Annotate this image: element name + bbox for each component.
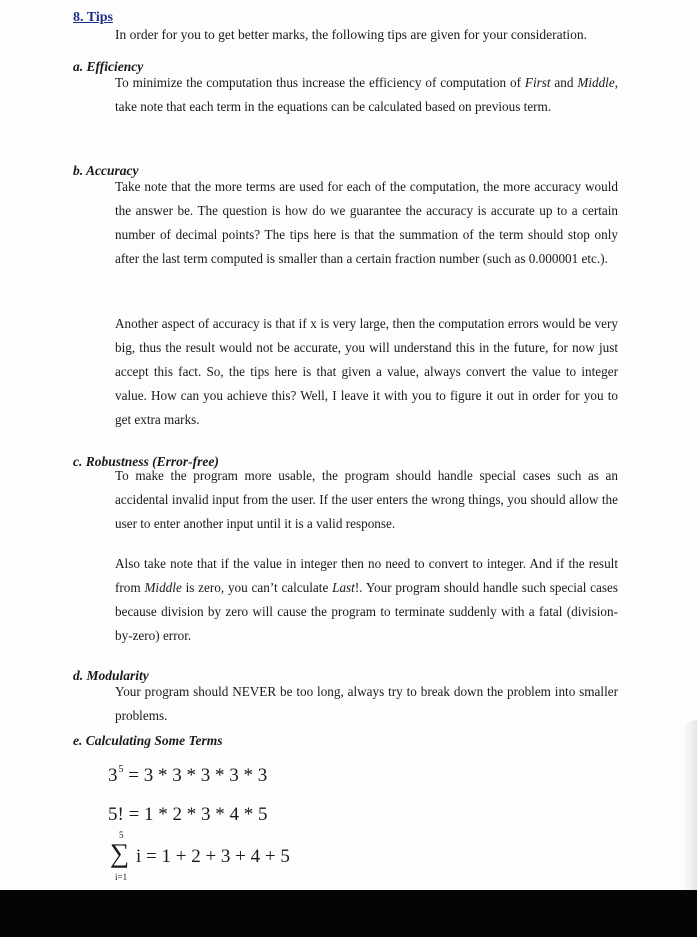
accuracy-paragraph-1: Take note that the more terms are used for each of the computation, the more accuracy would the answer be. The question is how do we guarantee the accuracy is accurate up to a certain number of decimal points? The tips here is that the summation of the term should stop only after the last term computed is smaller than a certain fraction number (such as 0.000001 etc.).: [115, 179, 618, 266]
page-curl-shadow: [683, 720, 697, 890]
section-title: 8. Tips: [73, 10, 113, 25]
robustness-heading: c. Robustness (Error-free): [73, 454, 219, 469]
accuracy-heading: b. Accuracy: [73, 163, 139, 178]
efficiency-heading: a. Efficiency: [73, 59, 144, 74]
summation-upper-limit: 5: [119, 830, 124, 840]
modularity-paragraph: Your program should NEVER be too long, always try to break down the problem into smaller problems.: [115, 684, 618, 723]
factorial-equation: 5! = 1 * 2 * 3 * 4 * 5: [108, 804, 268, 825]
power-equation: $3^5 = 3 * 3 * 3 * 3 * 3$: [108, 764, 268, 786]
bottom-black-bar: [0, 890, 697, 937]
calculating-heading: e. Calculating Some Terms: [73, 733, 223, 748]
summation-lower-limit: i=1: [115, 872, 128, 882]
robustness-paragraph-2: Also take note that if the value in integer then no need to convert to integer. And if the result from Middle is zero, you can’t calculate Last!. Your program should handle such special cases because division by zero will cause the program to terminate suddenly with a fatal (division-by-zero) error.: [115, 556, 618, 643]
robustness-paragraph-1: To make the program more usable, the program should handle special cases such as an accidental invalid input from the user. If the user enters the wrong things, you should allow the user to enter another input until it is a valid response.: [115, 468, 618, 531]
summation-equation: i = 1 + 2 + 3 + 4 + 5: [136, 846, 290, 867]
modularity-heading: d. Modularity: [73, 668, 149, 683]
section-intro: In order for you to get better marks, the following tips are given for your consideration.: [115, 27, 587, 42]
efficiency-paragraph: To minimize the computation thus increase the efficiency of computation of First and Middle, take note that each term in the equations can be calculated based on previous term.: [115, 75, 618, 114]
summation-symbol: [110, 830, 132, 884]
sigma-icon: ∑: [110, 838, 130, 868]
accuracy-paragraph-2: Another aspect of accuracy is that if x is very large, then the computation errors would be very big, thus the result would not be accurate, you will understand this in the future, for now just accept this fact. So, the tips here is that given a value, always convert the value to integer value. How can you achieve this? Well, I leave it with you to figure it out in order for you to get extra marks.: [115, 316, 618, 427]
